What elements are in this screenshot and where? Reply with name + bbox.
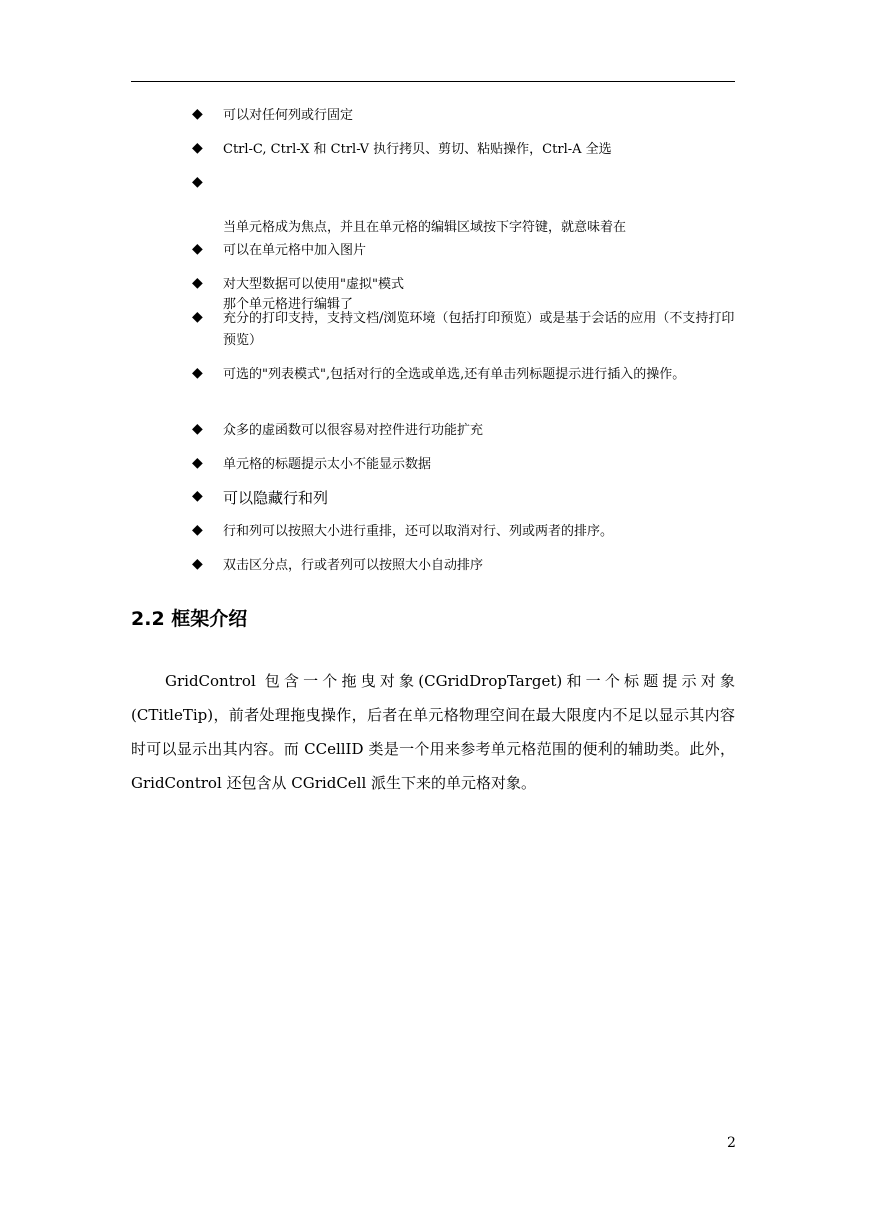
page-number: 2 xyxy=(727,1135,736,1151)
diamond-bullet-icon: ◆ xyxy=(192,275,203,291)
list-item-line: 当单元格成为焦点，并且在单元格的编辑区域按下字符键，就意味着在 xyxy=(223,220,627,235)
list-item-text: 可以在单元格中加入图片 xyxy=(223,243,367,258)
diamond-bullet-icon: ◆ xyxy=(192,455,203,471)
diamond-bullet-icon: ◆ xyxy=(192,556,203,572)
list-item-text: 双击区分点，行或者列可以按照大小自动排序 xyxy=(223,558,484,573)
diamond-bullet-icon: ◆ xyxy=(192,106,203,122)
list-item-text: 单元格的标题提示太小不能显示数据 xyxy=(223,457,432,472)
body-paragraph: GridControl 包含一个拖曳对象(CGridDropTarget)和一个标题提示对象(CTitleTip)，前者处理拖曳操作，后者在单元格物理空间在最大限度内不足以显示其内容时可以显示出其内容。而 CCellID 类是一个用来参考单元格范围的便利的辅助类。此外，GridControl 还包含从 CGridCell 派生下来的单元格对象。 xyxy=(131,672,735,792)
list-item-text: 众多的虚函数可以很容易对控件进行功能扩充 xyxy=(223,423,484,438)
diamond-bullet-icon: ◆ xyxy=(192,488,203,504)
list-item-text: 可以隐藏行和列 xyxy=(223,489,329,507)
list-item-text: 充分的打印支持，支持文档/浏览环境（包括打印预览）或是基于会话的应用（不支持打印预览） xyxy=(223,311,735,348)
diamond-bullet-icon: ◆ xyxy=(192,241,203,257)
list-item-text: 行和列可以按照大小进行重排，还可以取消对行、列或两者的排序。 xyxy=(223,524,614,539)
list-item-text: 可选的"列表模式",包括对行的全选或单选,还有单击列标题提示进行插入的操作。 xyxy=(223,367,686,382)
diamond-bullet-icon: ◆ xyxy=(192,365,203,381)
section-heading: 2.2 框架介绍 xyxy=(131,608,248,630)
list-item-text: Ctrl-C, Ctrl-X 和 Ctrl-V 执行拷贝、剪切、粘贴操作，Ctrl-A 全选 xyxy=(223,142,612,157)
list-item-line: 那个单元格进行编辑了 xyxy=(223,297,354,312)
diamond-bullet-icon: ◆ xyxy=(192,522,203,538)
diamond-bullet-icon: ◆ xyxy=(192,140,203,156)
list-item-text: 可以对任何列或行固定 xyxy=(223,108,354,123)
diamond-bullet-icon: ◆ xyxy=(192,309,203,325)
header-rule xyxy=(131,81,735,82)
list-item-text: 对大型数据可以使用"虚拟"模式 xyxy=(223,277,404,292)
diamond-bullet-icon: ◆ xyxy=(192,174,203,190)
diamond-bullet-icon: ◆ xyxy=(192,421,203,437)
